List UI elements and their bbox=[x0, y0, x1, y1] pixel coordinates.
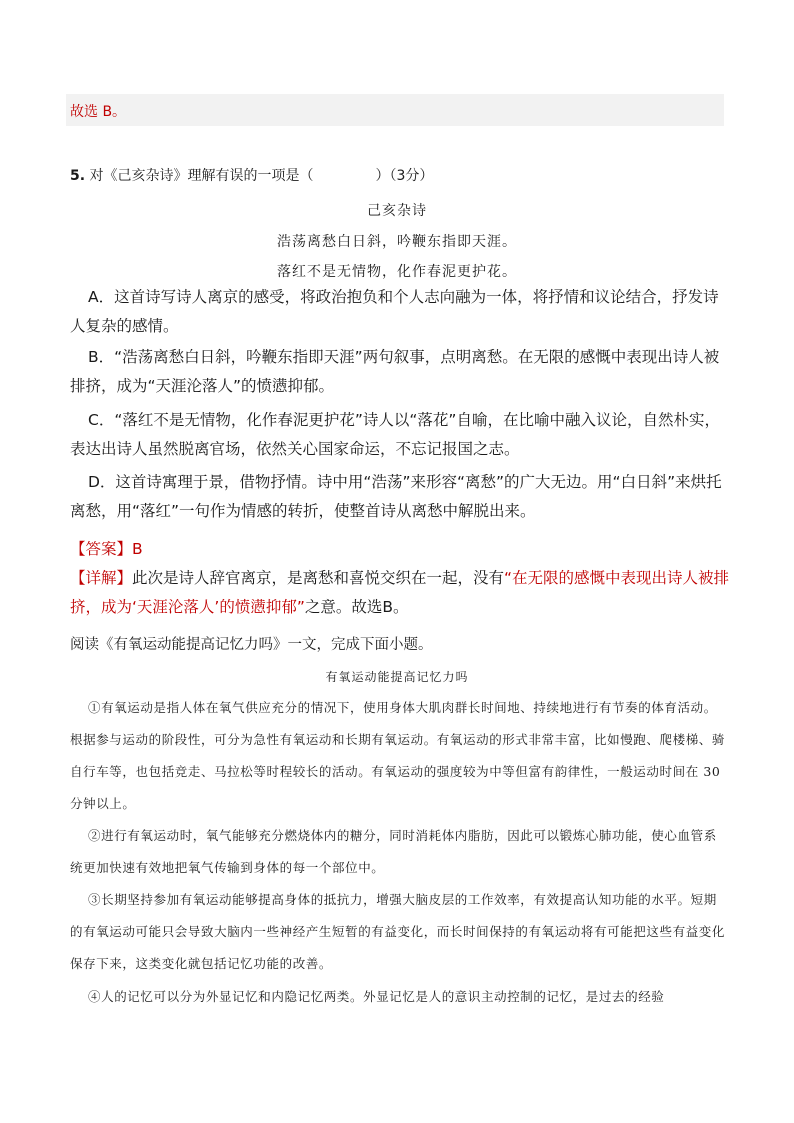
option-d: D．这首诗寓理于景，借物抒情。诗中用“浩荡”来形容“离愁”的广大无边。用“白日斜”来烘托离愁，用“落红”一句作为情感的转折，使整首诗从离愁中解脱出来。 bbox=[70, 473, 722, 520]
detail-label: 【详解】 bbox=[70, 569, 133, 587]
article-paragraph-3: ③长期坚持参加有氧运动能够提高身体的抵抗力，增强大脑皮层的工作效率，有效提高认知功能的水平。短期的有氧运动可能只会导致大脑内一些神经产生短暂的有益变化，而长时间保持的有氧运动将有可能把这些有益变化保存下来，这类变化就包括记忆功能的改善。 bbox=[70, 892, 726, 971]
poem-line-1: 浩荡离愁白日斜，吟鞭东指即天涯。 bbox=[277, 234, 517, 250]
reading-intro: 阅读《有氧运动能提高记忆力吗》一文，完成下面小题。 bbox=[70, 637, 433, 653]
poem-title: 己亥杂诗 bbox=[367, 203, 427, 219]
question-5-stem bbox=[70, 165, 433, 185]
question-number: 5. bbox=[70, 168, 86, 184]
option-b: B．“浩荡离愁白日斜，吟鞭东指即天涯”两句叙事，点明离愁。在无限的感慨中表现出诗人被排挤，成为“天涯沦落人”的愤懑抑郁。 bbox=[70, 348, 720, 395]
poem-line-2: 落红不是无情物，化作春泥更护花。 bbox=[277, 264, 517, 280]
previous-answer-box bbox=[66, 94, 724, 126]
article-paragraph-2: ②进行有氧运动时，氧气能够充分燃烧体内的糖分，同时消耗体内脂肪，因此可以锻炼心肺功能，使心血管系统更加快速有效地把氧气传输到身体的每一个部位中。 bbox=[70, 828, 717, 875]
detail-text-1: 此次是诗人辞官离京，是离愁和喜悦交织在一起，没有 bbox=[132, 569, 505, 587]
answer-line bbox=[70, 537, 143, 559]
detail-text-2: 之意。故选B。 bbox=[304, 598, 409, 616]
answer-label: 【答案】 bbox=[70, 540, 133, 558]
article-paragraph-1: ①有氧运动是指人体在氧气供应充分的情况下，使用身体大肌肉群长时间地、持续地进行有节奏的体育活动。根据参与运动的阶段性，可分为急性有氧运动和长期有氧运动。有氧运动的形式非常丰富，比如慢跑、爬楼梯、骑自行车等，也包括竞走、马拉松等时程较长的活动。有氧运动的强度较为中等但富有韵律性，一般运动时间在 30 分钟以上。 bbox=[70, 700, 726, 811]
detail-quote: “在无限的感慨中表现出诗人被排挤，成为‘天涯沦落人’的愤懑抑郁” bbox=[70, 569, 730, 616]
question-text-before: 对《己亥杂诗》理解有误的一项是（ bbox=[85, 168, 314, 184]
previous-answer-text: 故选 B。 bbox=[70, 104, 127, 120]
detail-explanation bbox=[70, 564, 730, 622]
option-c: C．“落红不是无情物，化作春泥更护花”诗人以“落花”自喻，在比喻中融入议论，自然朴实，表达出诗人虽然脱离官场，依然关心国家命运，不忘记报国之志。 bbox=[70, 411, 720, 458]
question-text-after: ）（3分） bbox=[375, 168, 434, 184]
option-a: A．这首诗写诗人离京的感受，将政治抱负和个人志向融为一体，将抒情和议论结合，抒发诗人复杂的感情。 bbox=[70, 288, 719, 335]
article-paragraph-4: ④人的记忆可以分为外显记忆和内隐记忆两类。外显记忆是人的意识主动控制的记忆，是过去的经验 bbox=[88, 989, 665, 1004]
article-title: 有氧运动能提高记忆力吗 bbox=[325, 670, 469, 684]
answer-value: B bbox=[132, 540, 143, 558]
